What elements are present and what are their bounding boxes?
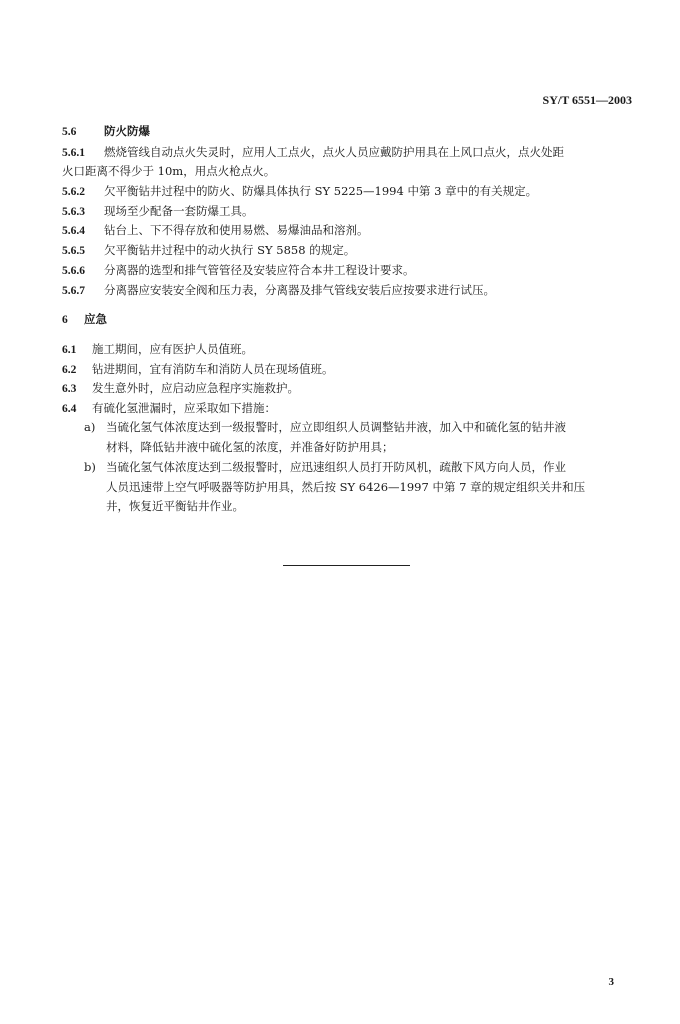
clause-5-6-1: [62, 144, 634, 161]
clause-6-2: [62, 361, 634, 378]
clause-number: 6.3: [62, 383, 77, 395]
clause-text: 施工期间，应有医护人员值班。: [92, 342, 253, 356]
clause-text: 分离器应安装安全阀和压力表，分离器及排气管线安装后应按要求进行试压。: [104, 283, 495, 297]
clause-number: 5.6.6: [62, 265, 85, 277]
clause-5-6-1-continuation: 火口距离不得少于 10m，用点火枪点火。: [62, 164, 276, 178]
clause-6-4: [62, 400, 634, 417]
clause-5-6-7: [62, 282, 634, 299]
sub-item-text: 当硫化氢气体浓度达到一级报警时，应立即组织人员调整钻井液，加入中和硫化氢的钻井液: [106, 420, 566, 434]
section-heading-6: [62, 311, 634, 328]
clause-text: 钻进期间，宜有消防车和消防人员在现场值班。: [92, 362, 334, 376]
standard-code: SY/T 6551—2003: [542, 93, 632, 107]
clause-number: 5.6.7: [62, 285, 85, 297]
clause-text: 欠平衡钻井过程中的动火执行 SY 5858 的规定。: [104, 243, 356, 257]
clause-5-6-6: [62, 262, 634, 279]
clause-number: 6.4: [62, 403, 77, 415]
clause-number: 6.2: [62, 364, 77, 376]
section-title: 应急: [84, 312, 107, 326]
sub-item-b-continuation-1: 人员迅速带上空气呼吸器等防护用具，然后按 SY 6426—1997 中第 7 章的规定组织关井和压: [106, 480, 586, 494]
clause-6-3: [62, 380, 634, 397]
clause-number: 5.6.5: [62, 245, 85, 257]
clause-text: 欠平衡钻井过程中的防火、防爆具体执行 SY 5225—1994 中第 3 章中的有关规定。: [104, 184, 538, 198]
page-number: 3: [608, 976, 614, 988]
clause-text: 分离器的选型和排气管管径及安装应符合本井工程设计要求。: [104, 263, 415, 277]
clause-5-6-4: [62, 222, 634, 239]
end-of-document-rule: [283, 565, 410, 566]
section-title: 防火防爆: [104, 124, 150, 138]
clause-text: 有硫化氢泄漏时，应采取如下措施：: [92, 401, 276, 415]
section-number: 6: [62, 314, 68, 326]
clause-text: 钻台上、下不得存放和使用易燃、易爆油品和溶剂。: [104, 223, 369, 237]
clause-text: 现场至少配备一套防爆工具。: [104, 204, 254, 218]
sub-item-b: [84, 459, 634, 475]
sub-item-a-continuation: 材料，降低钻井液中硫化氢的浓度，并准备好防护用具；: [106, 440, 394, 454]
clause-number: 6.1: [62, 344, 77, 356]
clause-number: 5.6.3: [62, 206, 85, 218]
clause-number: 5.6.4: [62, 225, 85, 237]
clause-number: 5.6.1: [62, 147, 85, 159]
sub-item-text: 当硫化氢气体浓度达到二级报警时，应迅速组织人员打开防风机，疏散下风方向人员，作业: [106, 460, 566, 474]
section-heading-5-6: [62, 123, 634, 140]
clause-number: 5.6.2: [62, 186, 85, 198]
clause-5-6-2: [62, 183, 634, 200]
sub-item-b-continuation-2: 井，恢复近平衡钻井作业。: [106, 499, 244, 513]
clause-6-1: [62, 341, 634, 358]
clause-5-6-5: [62, 242, 634, 259]
clause-text: 发生意外时，应启动应急程序实施救护。: [92, 381, 299, 395]
sub-item-marker: b): [84, 460, 96, 474]
clause-text: 燃烧管线自动点火失灵时，应用人工点火，点火人员应戴防护用具在上风口点火，点火处距: [104, 145, 564, 159]
sub-item-marker: a): [84, 420, 96, 434]
section-number: 5.6: [62, 126, 77, 138]
sub-item-a: [84, 419, 634, 435]
clause-5-6-3: [62, 203, 634, 220]
